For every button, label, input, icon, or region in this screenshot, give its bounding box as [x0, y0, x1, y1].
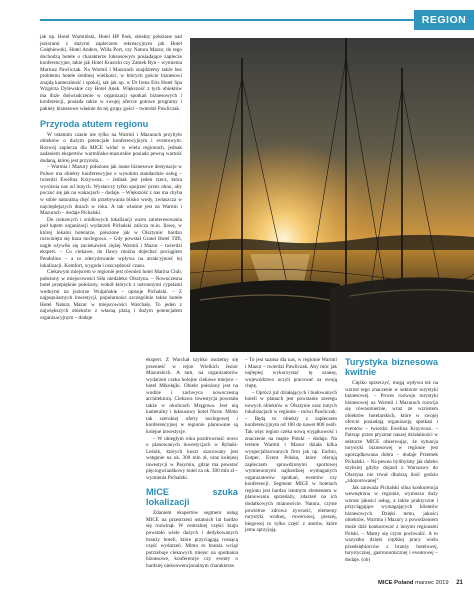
- section-label: REGION: [414, 10, 474, 30]
- article-column-3: [245, 357, 337, 534]
- paragraph: Do ciekawych i sródlowych lokalizacji warto zainteresowania pod kątem organizacji wydarzeń Pichalski zalicza m.in. Ilawę, w której lokalni hotelarze, położone jak w Olsztynie: bardzo rozwinięta się baza noclegowa. – Gdy powstał Grand Hotel Tiffi, nagle ożywiło się zaciekawień ciężej Warmii i Mazur – twierdzi ekspert. – Co ciekawe, do Ilawy można dojechać pociągiem Pendolino – a to zdecydowanie wpływa na atrakcyjność tej lokalizacji. Komfort, wygoda i oszczędność czasu.: [40, 216, 182, 269]
- paragraph: W ostatnim czasie nie tylko na Warmii i Mazurach przybyło obiektów o dużym potencjale konferencyjnym i eventowym. Rozwój zaplecza dla MICE widać w wielu regionach, jednak zadaniem ekspertów warmińsko-mazurskie posiada pewną wartość dodaną, której jest przyroda.: [40, 131, 182, 164]
- paragraph: Jak zauważa Pichalski silna konkurencja wewnętrzna w regionie, wymusza duży wzrost jakości usług, a także praktyczne i przyciągające wymagających klientów biznesowych. Dzięki temu, jakości obiektów, Warmia i Mazury z powodzeniem może dziś konkurować z innymi regionami Polski. – Mamy się czym pochwalić. A to wszystko dzięki ciężkiej pracy wielu przedsiębiorców z branży hotelowej, turystycznej, gastronomicznej i eventowej – dodaje. (ob): [345, 484, 438, 563]
- paragraph: Ciężko sprzeczyć, mogą wpływa też na wzrost tego znaczenie w sektorze turystyki biznesowej. – Proces rozwoju turystyki biznesowej na Warmii i Mazurach rozwija się równomiernie, wraz ze wzrostem obiektów hotelarskich, które w swojej ofercie posiadają organizację spotkań i eventów – twierdzi Ewelina Krzywosz. – Patrząc przez pryzmat naszej działalności w sektorze MICE obserwując, że sytuacja turystyki biznesowej w regionie jest uporządkowana dobra – dodaje Przemek Pichalski. – Na pewno bylibyśmy jak daleko szybciej gdyby dojazd z Warszawy do Olsztyna nie trwał dłuższą ilość godzin „zdozorowanej”.: [345, 380, 438, 485]
- paragraph: – To jest szansa dla nas, w regionie Warmii i Mazur – twierdzi Pawliczak. Aby móc jak najlepiej wykorzystać tę szansę, województwo uczyli pracować za swoją chętę.: [245, 357, 337, 390]
- header-rule: [40, 19, 414, 21]
- sailboat-sunset-photo: [190, 38, 474, 352]
- issue-date: marzec 2019: [415, 580, 449, 586]
- article-column-2: [146, 357, 238, 569]
- section-heading: Przyroda atutem regionu: [40, 118, 149, 129]
- article-column-1: [40, 34, 182, 321]
- section-heading: Turystyka biznesowa kwitnie: [345, 357, 438, 377]
- paragraph: jak np. Hotel Warmiński, Hotel HP Park, obiekty położone nad jeziorami z dużymi zapleczem rekreacyjnym jak Hotel Gołębiewski, Hotel Anders, Willa Port, czy Natura Mazur, do tego dochodzą hotele o charakterze luksusowym posiadające zaplecze konferencyjne, takie jak Hotel Krasicki czy Zamek Ryn – wymienia Mariusz Pawliczak. Na Warmii i Mazurach znajdziemy także bez problemu hotele średniej wielkości, w których goście biznesowi znajdą kameralność i spokój, tak jak np. w Dr Irena Eris Hotel Spa Wzgórza Dylewskie czy Hotel Anek. Większość z tych obiektów ma duże doświadczenie w organizacji spotkań biznesowych i konferencji, posiada także w swojej ofercie gotowe programy i pakiety biznesowe właśnie do tej grupy gości – twierdzi Pawliczak.: [40, 34, 182, 113]
- paragraph: Ciekawym miejscem w regionie jest również hotel Marina Club, położony w miejscowości Siłu niedaleko Olsztyna. – Nowoczesna hotel przepięknie położony, wokół których z ustronnymi cypelami wodnymi na jeziorze Wulpińskie – opisuje Pichalski. – Z najpopularnych inwestycji, popularności szczególnie także hotele Hotel Natura Mazur w miejscowości Warchały. To jeden z największych obiektów z własną plażą i dużym potencjałem organizacyjnym – dodaje: [40, 269, 182, 321]
- paragraph: Zdaniem ekspertów segment usług MICE na przestrzeni ostatnich lat bardzo się rozwinął. W centralnej części kraju powstało wiele dużych i dedykowanych branży hoteli, które przyciągają rosnącą część wydarzeń. Mimo to branża wciąż potrzebuje ciekawych miejsc na spotkania biznesowe, konferencje czy eventy o bardziej niekonwencjonalnym charakterze.: [146, 510, 238, 569]
- paragraph: – W ubiegłym roku pozdrowność nowo o planowanych inwestycjach w Rybaki-Leśnik, których koszt szacowany jest wstępnie na ok. 300 mln zł, oraz kolejnej inwestycji w Pasymiu, gdzie ma powstać pięciogwiazdkowy hotel za ok. 300 mln zł – wymienia Pichalski.: [146, 435, 238, 481]
- paragraph: – Warmia i Mazury położone jak ioane biznesowe destynacje w Polsce ma obiekty konferencyjne o wysokim standardzie usług – twierdzi Ewelina Krzywosz. – Jednak jest jeden rzecz, która wyróżnia nas od innych. Wystarczy tylko spojrzeć przez okno, aby poczuć się jak na wakacjach – dodaje. – Większość z nas ma chyba w sobie naturalną chęć do przebywania blisko wody, zwłaszcza w najcieplejszych dniach w roku. A tak właśnie jest na Warmii i Mazurach – dodaje Pichalski.: [40, 164, 182, 217]
- page-footer: [378, 580, 474, 586]
- section-heading: MICE szuka lokalizacji: [146, 487, 238, 508]
- paragraph: ekspert. Z Warchał szybko możemy się przenieść w rejon Wielkich Jezior Mazurskich. A tam, na organizatorów wydarzeń czeka kolejne ciekawe miejsce – hotel Mikołajki. Obiekt położony jest na wodzie i zachwyca nowoczesną architekturą. Ciekawa inwestycja powstała także w okolicach Mrągowa. Jest nią kameralny i luksusowy hotel Nurie. Mimo tak szerokiej oferty noclegowej i konferencyjnej w regionie planowane są kolejne inwestycje.: [146, 357, 238, 436]
- photo-illustration: [190, 38, 474, 352]
- page-number: 21: [456, 580, 463, 586]
- paragraph: – Oprócz już działających i budowanych hoteli w planach jest powstanie szeregu nowych obiektów w Olsztynie oraz innych lokalizacjach w regionie – mówi Pawliczak. – Będą to obiekty z zapleczem konferencyjnym od 100 do nawet 800 osób. Tak więc region czeka nową wyjątkowość i znaczenie na mapie Polski – dodaje. Na terenie Warmii i Mazur działa kilka wyspecjalizowanych firm jak np. Eurbio, Eutper, Event Polska, które oferują zapleczem sprawdzonymi sportowej wymienionymi najbardziej wymaganych organizatorów spotkań, eventów czy konferencji. Segment MICE w hotelach regionu jest bardzo istotnym elementem w planowaniu sprzedaży, zdarzeń na ich dodatkowych mianowicie. Natura, czyste powietrze zdrowa żywność, elementy turystyki wodnej, rowerowej, pieszej, biegowej to tylko część z atutów, które jemu sprzyjają.: [245, 389, 337, 534]
- article-column-4: [345, 357, 438, 563]
- magazine-name: MICE Poland: [378, 580, 414, 586]
